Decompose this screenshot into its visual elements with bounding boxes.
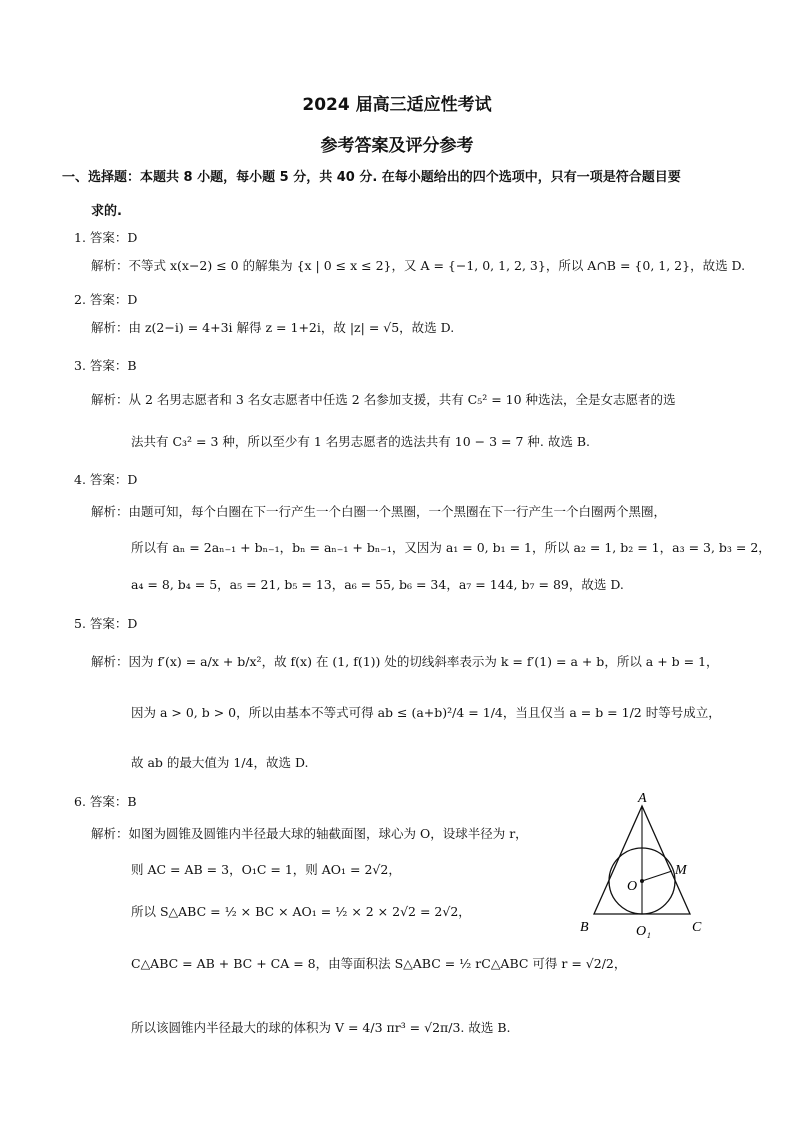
q6-explanation-4: C△ABC = AB + BC + CA = 8，由等面积法 S△ABC = ½ rC△ABC 可得 r = √2/2， <box>131 956 627 971</box>
section-heading-cont: 求的. <box>91 204 122 219</box>
q4-explanation-3: a₄ = 8, b₄ = 5，a₅ = 21, b₅ = 13，a₆ = 55, b₆ = 34，a₇ = 144, b₇ = 89，故选 D. <box>131 577 624 592</box>
q5-explanation-2: 因为 a > 0, b > 0，所以由基本不等式可得 ab ≤ (a+b)²/4 = 1/4，当且仅当 a = b = 1/2 时等号成立， <box>131 705 721 720</box>
q2-explanation: 解析：由 z(2−i) = 4+3i 解得 z = 1+2i，故 |z| = √5，故选 D. <box>91 320 455 335</box>
q3-explanation-2: 法共有 C₃² = 3 种，所以至少有 1 名男志愿者的选法共有 10 − 3 = 7 种. 故选 B. <box>131 434 590 449</box>
q1-answer: 1. 答案：D <box>74 230 138 245</box>
page-title: 2024 届高三适应性考试 <box>302 95 492 115</box>
label-c: C <box>692 920 702 935</box>
radius-om <box>642 871 672 881</box>
q4-answer: 4. 答案：D <box>74 472 138 487</box>
q6-explanation-1: 解析：如图为圆锥及圆锥内半径最大球的轴截面图，球心为 O，设球半径为 r， <box>91 826 528 841</box>
page-subtitle: 参考答案及评分参考 <box>320 136 474 156</box>
q5-explanation-3: 故 ab 的最大值为 1/4，故选 D. <box>131 755 309 770</box>
q5-explanation-1: 解析：因为 f′(x) = a/x + b/x²，故 f(x) 在 (1, f(1)) 处的切线斜率表示为 k = f′(1) = a + b，所以 a + b = 1， <box>91 654 719 669</box>
label-o1: O₁ <box>636 924 651 939</box>
q6-explanation-5: 所以该圆锥内半径最大的球的体积为 V = 4/3 πr³ = √2π/3. 故选 B. <box>131 1020 511 1035</box>
label-a: A <box>638 791 647 806</box>
q5-answer: 5. 答案：D <box>74 616 138 631</box>
q6-explanation-2: 则 AC = AB = 3，O₁C = 1，则 AO₁ = 2√2， <box>131 862 401 877</box>
q2-answer: 2. 答案：D <box>74 292 138 307</box>
label-b: B <box>580 920 589 935</box>
section-heading: 一、选择题：本题共 8 小题，每小题 5 分，共 40 分. 在每小题给出的四个选项中，只有一项是符合题目要 <box>62 170 681 185</box>
q6-explanation-3: 所以 S△ABC = ½ × BC × AO₁ = ½ × 2 × 2√2 = 2√2， <box>131 904 471 919</box>
label-m: M <box>675 863 687 878</box>
label-o: O <box>627 879 638 894</box>
q4-explanation-2: 所以有 aₙ = 2aₙ₋₁ + bₙ₋₁，bₙ = aₙ₋₁ + bₙ₋₁，又因为 a₁ = 0, b₁ = 1，所以 a₂ = 1, b₂ = 1，a₃ = 3, b₃ = 2， <box>131 540 771 555</box>
q6-answer: 6. 答案：B <box>74 794 137 809</box>
q3-explanation-1: 解析：从 2 名男志愿者和 3 名女志愿者中任选 2 名参加支援，共有 C₅² = 10 种选法，全是女志愿者的选 <box>91 392 676 407</box>
center-point-o <box>640 879 644 883</box>
cone-section-figure <box>578 786 708 946</box>
q4-explanation-1: 解析：由题可知，每个白圈在下一行产生一个白圈一个黑圈，一个黑圈在下一行产生一个白圈两个黑圈， <box>91 504 667 519</box>
q3-answer: 3. 答案：B <box>74 358 137 373</box>
q1-explanation: 解析：不等式 x(x−2) ≤ 0 的解集为 {x | 0 ≤ x ≤ 2}，又 A = {−1, 0, 1, 2, 3}，所以 A∩B = {0, 1, 2}，故选 D. <box>91 258 746 273</box>
